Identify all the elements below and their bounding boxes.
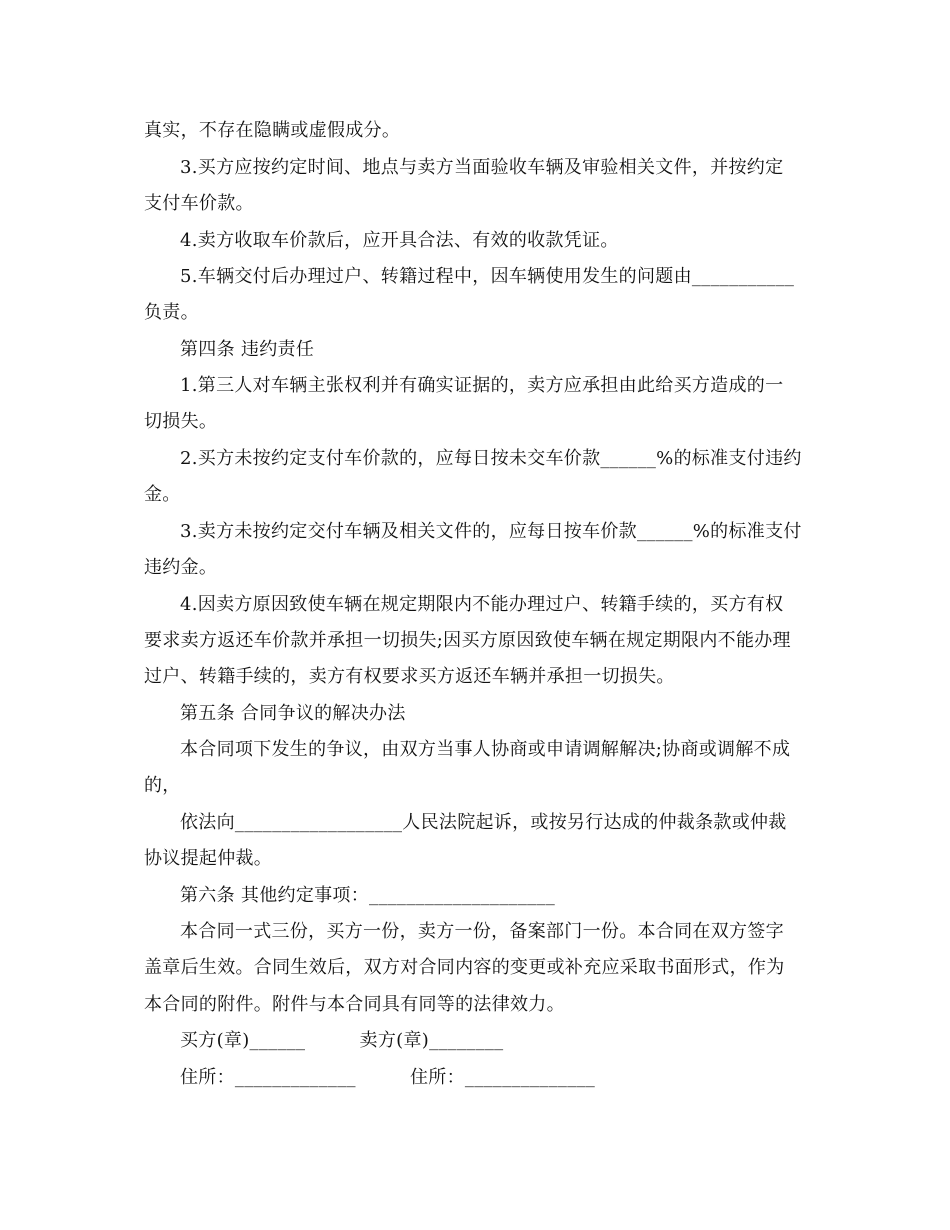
article-5-heading: 第五条 合同争议的解决办法 (180, 703, 406, 724)
text-line-continuation: 真实，不存在隐瞒或虚假成分。 (144, 120, 401, 141)
clause-3-3-line-2: 支付车价款。 (144, 193, 254, 214)
closing-paragraph-line-2: 盖章后生效。合同生效后，双方对合同内容的变更或补充应采取书面形式，作为 (144, 957, 785, 978)
clause-3-4-line: 4.卖方收取车价款后，应开具合法、有效的收款凭证。 (180, 230, 619, 251)
closing-paragraph-line-1: 本合同一式三份，买方一份，卖方一份，备案部门一份。本合同在双方签字 (180, 921, 784, 942)
article-5-body-line-1: 本合同项下发生的争议，由双方当事人协商或申请调解解决;协商或调解不成 (180, 739, 791, 760)
article-5-body-line-4: 协议提起仲裁。 (144, 848, 273, 869)
clause-4-4-line-1: 4.因卖方原因致使车辆在规定期限内不能办理过户、转籍手续的，买方有权 (180, 594, 784, 615)
clause-3-3-line-1: 3.买方应按约定时间、地点与卖方当面验收车辆及审验相关文件，并按约定 (180, 157, 784, 178)
clause-3-5-line-2: 负责。 (144, 302, 199, 323)
closing-paragraph-line-3: 本合同的附件。附件与本合同具有同等的法律效力。 (144, 994, 565, 1015)
clause-4-3-line-2: 违约金。 (144, 557, 218, 578)
clause-3-5-line-1: 5.车辆交付后办理过户、转籍过程中，因车辆使用发生的问题由___________ (180, 266, 795, 287)
address-line: 住所：_____________ 住所：______________ (180, 1067, 596, 1088)
clause-4-3-line-1: 3.卖方未按约定交付车辆及相关文件的，应每日按车价款______%的标准支付 (180, 521, 802, 542)
clause-4-4-line-2: 要求卖方返还车价款并承担一切损失;因买方原因致使车辆在规定期限内不能办理 (144, 630, 791, 651)
signature-line: 买方(章)______ 卖方(章)________ (180, 1030, 504, 1051)
article-6-heading: 第六条 其他约定事项：____________________ (180, 885, 556, 906)
article-5-body-line-2: 的， (144, 775, 181, 796)
article-4-heading: 第四条 违约责任 (180, 339, 315, 360)
clause-4-2-line-2: 金。 (144, 484, 181, 505)
clause-4-2-line-1: 2.买方未按约定支付车价款的，应每日按未交车价款______%的标准支付违约 (180, 448, 802, 469)
clause-4-1-line-1: 1.第三人对车辆主张权利并有确实证据的，卖方应承担由此给买方造成的一 (180, 375, 784, 396)
clause-4-1-line-2: 切损失。 (144, 411, 218, 432)
clause-4-4-line-3: 过户、转籍手续的，卖方有权要求买方返还车辆并承担一切损失。 (144, 666, 675, 687)
article-5-body-line-3: 依法向__________________人民法院起诉，或按另行达成的仲裁条款或仲裁 (180, 812, 787, 833)
